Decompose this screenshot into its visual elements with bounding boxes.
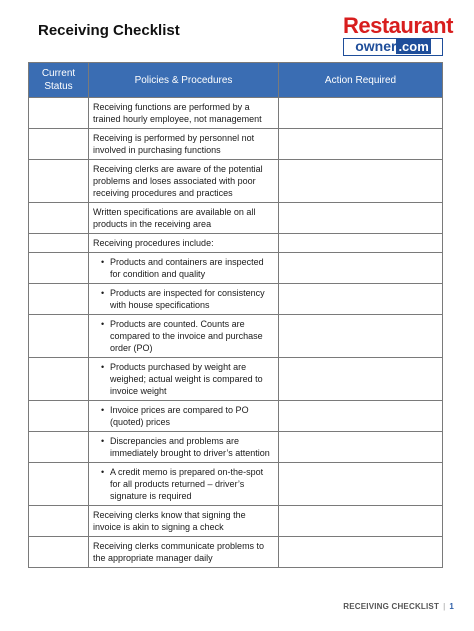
action-required-cell[interactable]	[279, 358, 443, 401]
bullet-icon: •	[101, 405, 105, 415]
policy-text: Receiving functions are performed by a trained hourly employee, not management	[93, 102, 262, 124]
table-row	[29, 401, 443, 432]
action-required-cell[interactable]	[279, 160, 443, 203]
bullet-icon: •	[101, 436, 105, 446]
receiving-checklist-table	[28, 62, 443, 568]
policy-cell	[89, 358, 279, 401]
action-required-cell[interactable]	[279, 129, 443, 160]
current-status-cell[interactable]	[29, 506, 89, 537]
header-policies-procedures: Policies & Procedures	[89, 63, 279, 98]
bullet-icon: •	[101, 362, 105, 372]
policy-text: A credit memo is prepared on-the-spot for all products returned – driver’s signature is required	[110, 467, 264, 501]
bullet-icon: •	[101, 467, 105, 477]
table-header-row	[29, 63, 443, 98]
current-status-cell[interactable]	[29, 315, 89, 358]
policy-text: Receiving clerks know that signing the invoice is akin to signing a check	[93, 510, 246, 532]
logo-suffix: .com	[398, 39, 429, 54]
policy-cell	[89, 98, 279, 129]
current-status-cell[interactable]	[29, 98, 89, 129]
action-required-cell[interactable]	[279, 98, 443, 129]
policy-cell	[89, 432, 279, 463]
table-row	[29, 358, 443, 401]
policy-cell	[89, 463, 279, 506]
table-row	[29, 129, 443, 160]
current-status-cell[interactable]	[29, 253, 89, 284]
table-row	[29, 432, 443, 463]
action-required-cell[interactable]	[279, 315, 443, 358]
logo-line1: Restaurant	[343, 13, 453, 38]
policy-text: Invoice prices are compared to PO (quoted) prices	[110, 405, 249, 427]
current-status-cell[interactable]	[29, 463, 89, 506]
page-number: 1	[449, 602, 454, 611]
table-row	[29, 253, 443, 284]
policy-cell	[89, 537, 279, 568]
table-row	[29, 506, 443, 537]
logo-line2: owner	[355, 38, 397, 54]
policy-text: Products purchased by weight are weighed; actual weight is compared to invoice weight	[110, 362, 263, 396]
bullet-item	[101, 404, 274, 428]
policy-text: Products and containers are inspected for condition and quality	[110, 257, 264, 279]
policy-cell	[89, 284, 279, 315]
policy-text: Written specifications are available on all products in the receiving area	[93, 207, 256, 229]
table-row	[29, 463, 443, 506]
bullet-item	[101, 256, 274, 280]
table-row	[29, 234, 443, 253]
restaurant-owner-logo	[343, 13, 453, 56]
current-status-cell[interactable]	[29, 358, 89, 401]
policy-text: Receiving is performed by personnel not involved in purchasing functions	[93, 133, 255, 155]
bullet-item	[101, 435, 274, 459]
table-row	[29, 160, 443, 203]
policy-cell	[89, 315, 279, 358]
policy-cell	[89, 506, 279, 537]
current-status-cell[interactable]	[29, 401, 89, 432]
policy-text: Products are counted. Counts are compared to the invoice and purchase order (PO)	[110, 319, 263, 353]
table-row	[29, 98, 443, 129]
current-status-cell[interactable]	[29, 129, 89, 160]
policy-cell	[89, 234, 279, 253]
table-row	[29, 203, 443, 234]
policy-cell	[89, 253, 279, 284]
bullet-item	[101, 318, 274, 354]
policy-cell	[89, 160, 279, 203]
action-required-cell[interactable]	[279, 253, 443, 284]
current-status-cell[interactable]	[29, 432, 89, 463]
policy-text: Receiving clerks are aware of the potential problems and loses associated with poor receiving procedures and practices	[93, 164, 263, 198]
current-status-cell[interactable]	[29, 234, 89, 253]
header-action-required: Action Required	[279, 63, 443, 98]
bullet-icon: •	[101, 319, 105, 329]
action-required-cell[interactable]	[279, 203, 443, 234]
table-row	[29, 315, 443, 358]
current-status-cell[interactable]	[29, 160, 89, 203]
action-required-cell[interactable]	[279, 506, 443, 537]
header-current-status: Current Status	[29, 63, 89, 98]
bullet-icon: •	[101, 288, 105, 298]
action-required-cell[interactable]	[279, 284, 443, 315]
footer-label: RECEIVING CHECKLIST	[343, 602, 440, 611]
current-status-cell[interactable]	[29, 203, 89, 234]
policy-cell	[89, 129, 279, 160]
table-row	[29, 284, 443, 315]
policy-cell	[89, 203, 279, 234]
current-status-cell[interactable]	[29, 284, 89, 315]
action-required-cell[interactable]	[279, 463, 443, 506]
page-footer	[343, 602, 454, 611]
action-required-cell[interactable]	[279, 234, 443, 253]
logo-line2-box	[343, 38, 443, 56]
bullet-item	[101, 287, 274, 311]
action-required-cell[interactable]	[279, 432, 443, 463]
footer-separator: |	[443, 602, 446, 611]
table-body	[29, 98, 443, 568]
table-row	[29, 537, 443, 568]
action-required-cell[interactable]	[279, 401, 443, 432]
policy-cell	[89, 401, 279, 432]
bullet-item	[101, 466, 274, 502]
policy-text: Receiving procedures include:	[93, 238, 214, 248]
bullet-icon: •	[101, 257, 105, 267]
policy-text: Receiving clerks communicate problems to the appropriate manager daily	[93, 541, 265, 563]
bullet-item	[101, 361, 274, 397]
current-status-cell[interactable]	[29, 537, 89, 568]
action-required-cell[interactable]	[279, 537, 443, 568]
policy-text: Discrepancies and problems are immediately brought to driver’s attention	[110, 436, 270, 458]
document-title: Receiving Checklist	[38, 22, 180, 39]
policy-text: Products are inspected for consistency with house specifications	[110, 288, 265, 310]
